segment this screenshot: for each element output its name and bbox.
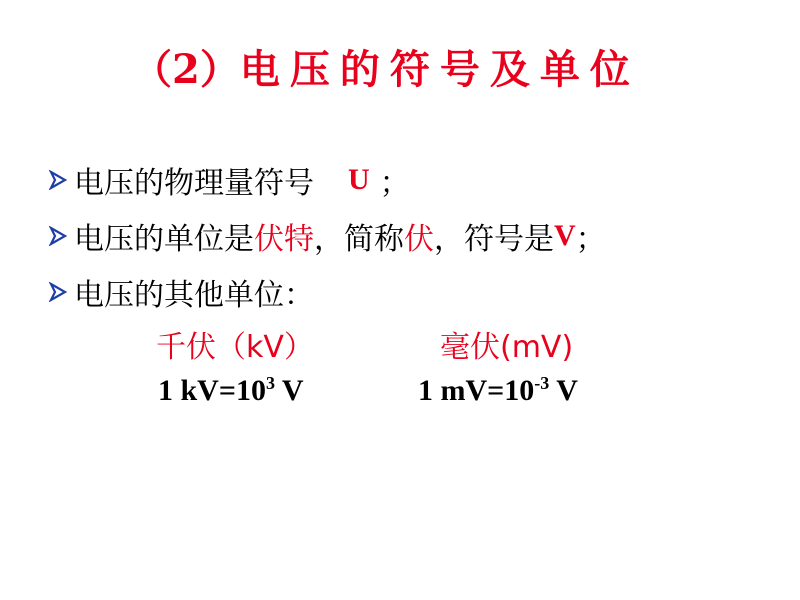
bullet-unit-line — [48, 214, 606, 258]
title-number: （2） — [132, 46, 240, 93]
kv-eq-unit: V — [274, 374, 304, 407]
kilovolt-equation — [158, 374, 304, 408]
unit-short-name: 伏 — [404, 222, 434, 257]
bullet-2-part-5: ，符号是 — [434, 222, 554, 257]
kv-eq-exponent: 3 — [265, 373, 275, 393]
slide-title — [132, 38, 640, 95]
kilovolt-label: 千伏（kV） — [156, 330, 314, 365]
bullet-1-text: 电压的物理量符号 — [74, 166, 314, 201]
bullet-other-units-line — [48, 270, 314, 314]
unit-name-volt: 伏特 — [254, 222, 314, 257]
millivolt-label: 毫伏(mV) — [440, 330, 574, 365]
kv-eq-lhs: 1 kV=10 — [158, 374, 266, 407]
arrow-bullet-icon — [48, 226, 74, 246]
bullet-symbol-line — [48, 158, 410, 202]
millivolt-equation — [418, 374, 578, 408]
bullet-2-end: ； — [575, 222, 606, 257]
bullet-3-text: 电压的其他单位： — [74, 278, 314, 313]
title-text: 电压的符号及单位 — [239, 46, 640, 93]
bullet-2-part-3: ，简称 — [314, 222, 404, 257]
bullet-1-end: ； — [379, 166, 410, 201]
voltage-symbol: U — [348, 163, 370, 196]
bullet-2-part-1: 电压的单位是 — [74, 222, 254, 257]
mv-eq-lhs: 1 mV=10 — [418, 374, 535, 407]
unit-symbol: V — [554, 219, 576, 252]
mv-eq-unit: V — [549, 374, 578, 407]
mv-eq-exponent: -3 — [534, 373, 550, 393]
arrow-bullet-icon — [48, 282, 74, 302]
arrow-bullet-icon — [48, 170, 74, 190]
